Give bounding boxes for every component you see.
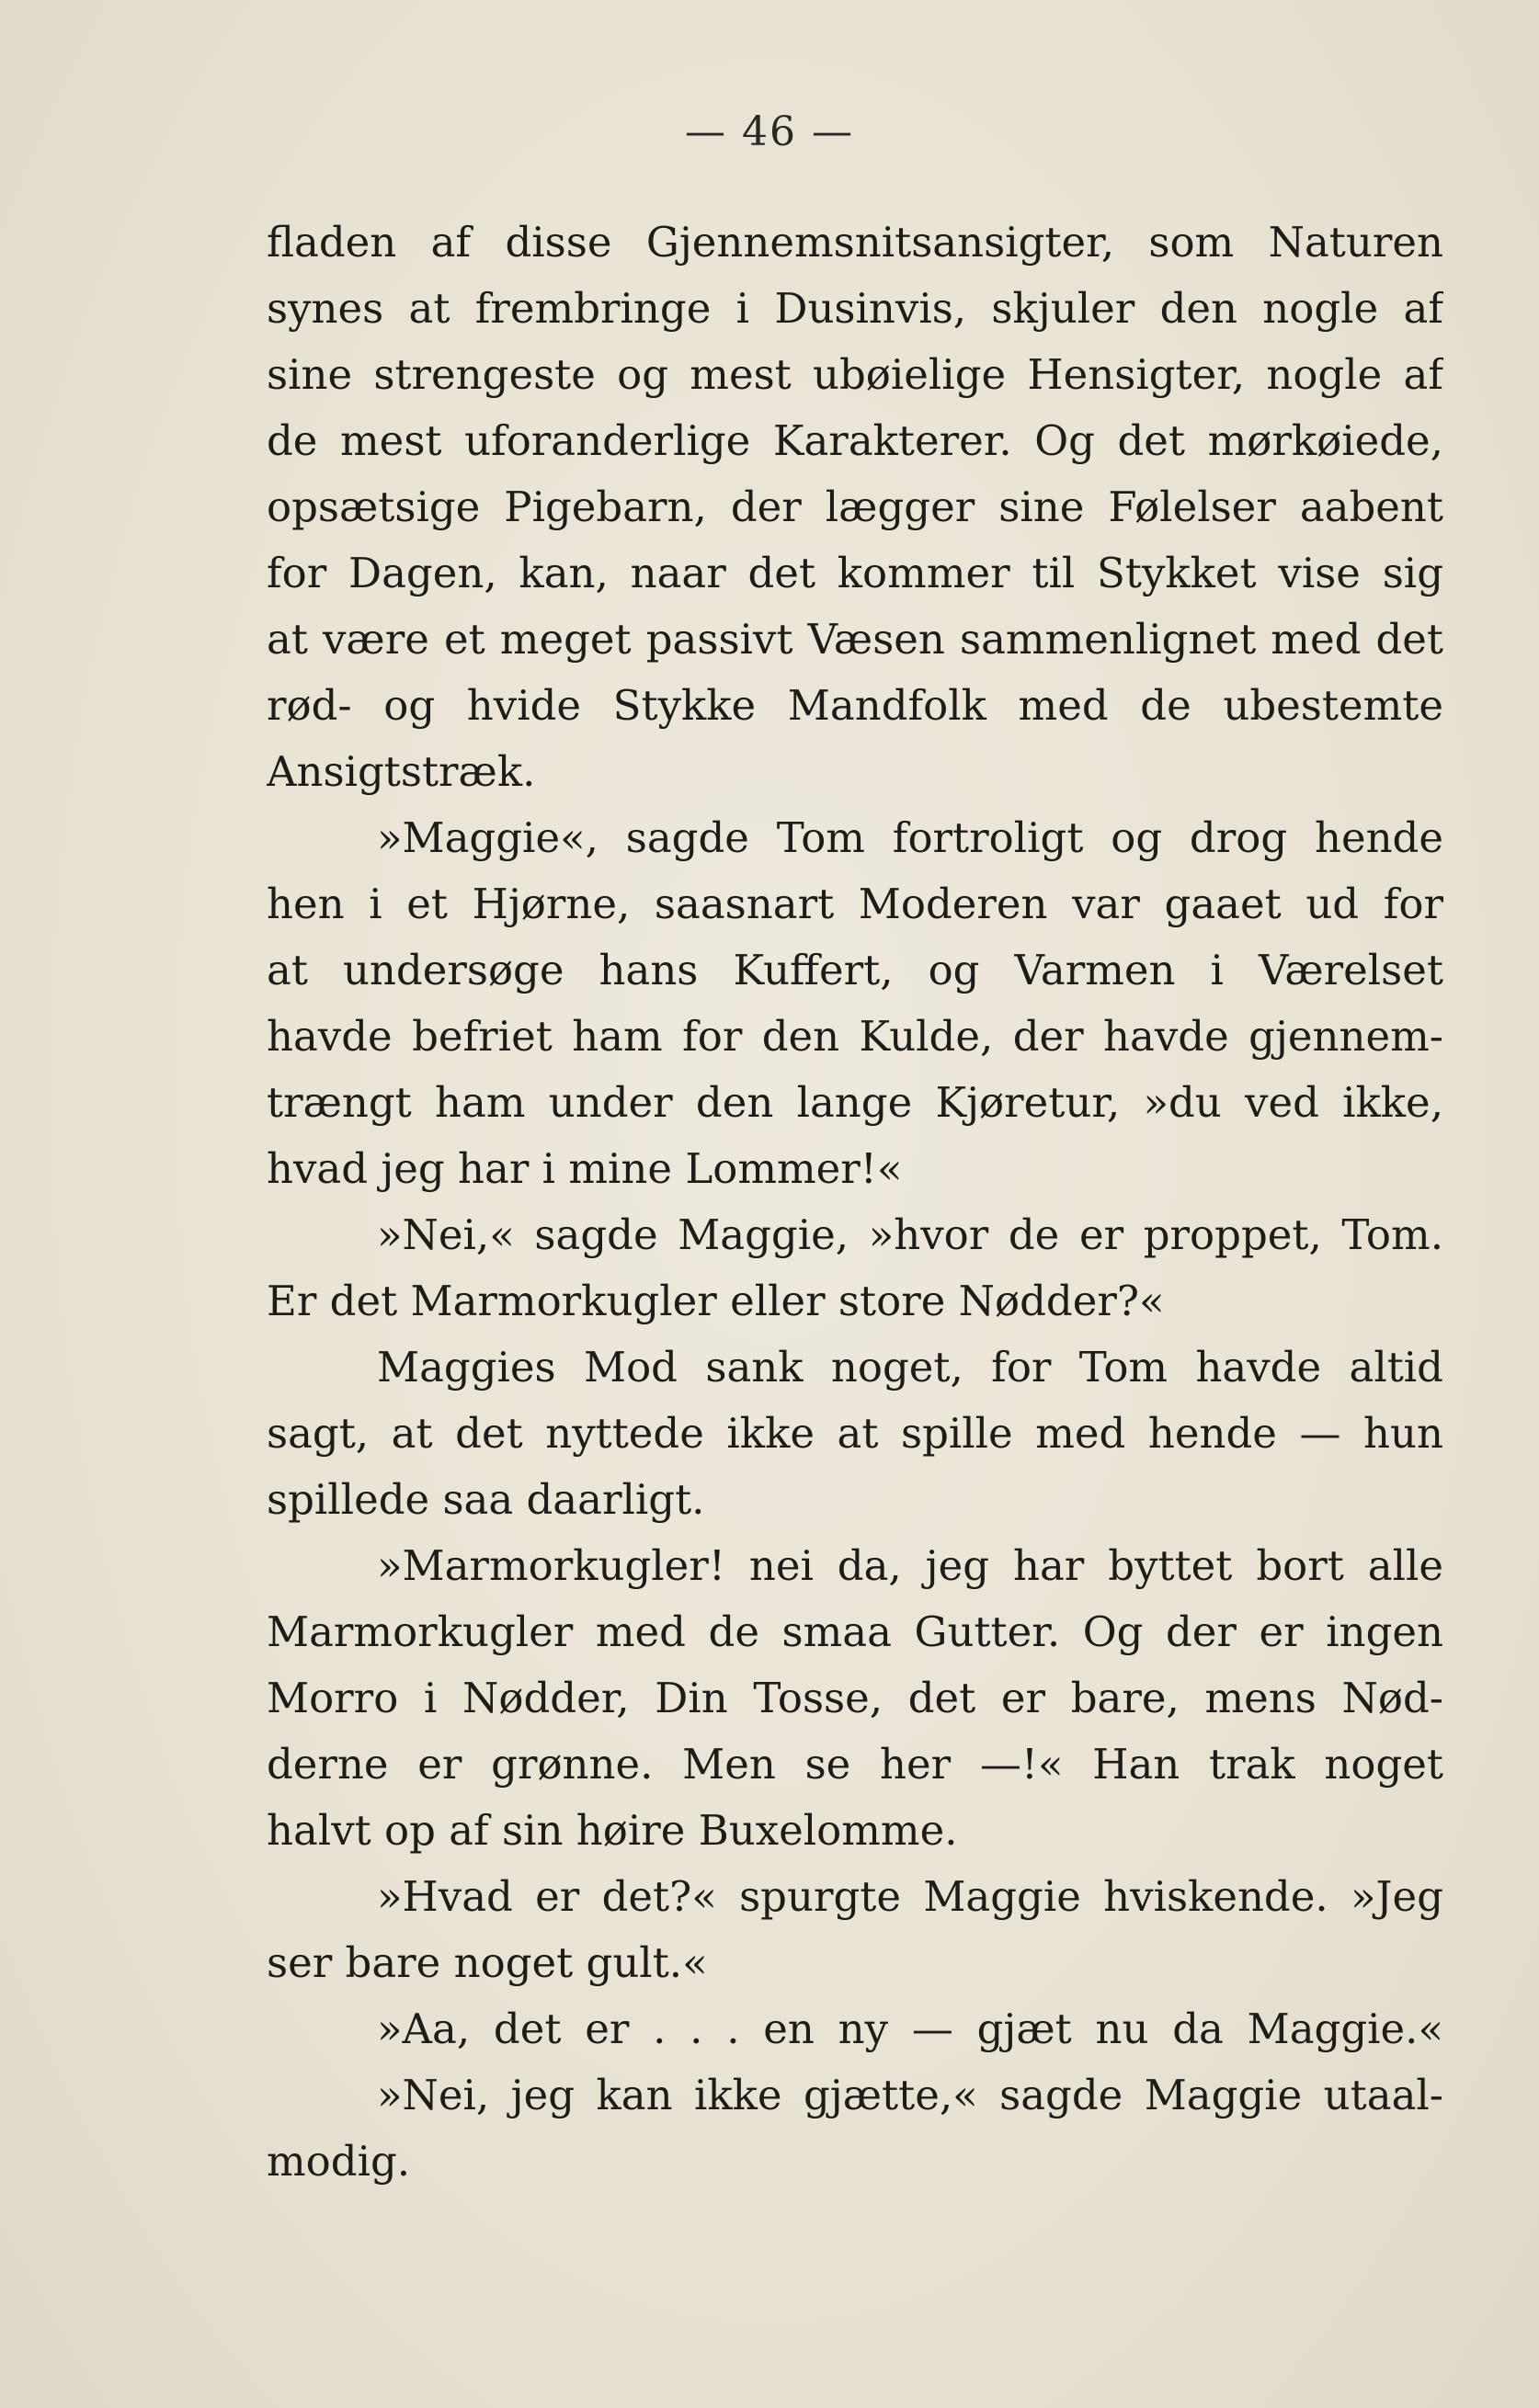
text-line: hvad jeg har i mine Lommer!« bbox=[267, 1144, 903, 1193]
text-line: for Dagen, kan, naar det kommer til Stykket vise sig bbox=[267, 549, 1443, 597]
text-line: »Maggie«, sagde Tom fortroligt og drog hende bbox=[377, 813, 1443, 862]
text-line: »Hvad er det?« spurgte Maggie hviskende. »Jeg bbox=[377, 1872, 1443, 1921]
text-line: »Aa, det er . . . en ny — gjæt nu da Maggie.« bbox=[377, 2005, 1443, 2053]
text-line: sagt, at det nyttede ikke at spille med hende — hun bbox=[267, 1409, 1443, 1458]
text-line: trængt ham under den lange Kjøretur, »du ved ikke, bbox=[267, 1078, 1443, 1127]
body-text bbox=[267, 210, 1443, 2195]
text-line: »Marmorkugler! nei da, jeg har byttet bort alle bbox=[377, 1541, 1443, 1590]
text-line: »Nei,« sagde Maggie, »hvor de er proppet, Tom. bbox=[377, 1210, 1443, 1259]
text-line: Maggies Mod sank noget, for Tom havde altid bbox=[377, 1343, 1443, 1391]
text-line: at undersøge hans Kuffert, og Varmen i Værelset bbox=[267, 946, 1443, 994]
text-line: »Nei, jeg kan ikke gjætte,« sagde Maggie utaal- bbox=[377, 2071, 1443, 2119]
text-line: ser bare noget gult.« bbox=[267, 1938, 708, 1987]
text-line: Ansigtstræk. bbox=[267, 747, 536, 796]
text-line: havde befriet ham for den Kulde, der havde gjennem- bbox=[267, 1012, 1443, 1061]
text-line: at være et meget passivt Væsen sammenlignet med det bbox=[267, 615, 1443, 664]
text-line: Er det Marmorkugler eller store Nødder?« bbox=[267, 1277, 1165, 1325]
text-line: modig. bbox=[267, 2137, 411, 2186]
text-line: sine strengeste og mest ubøielige Hensigter, nogle af bbox=[267, 350, 1443, 399]
text-line: hen i et Hjørne, saasnart Moderen var gaaet ud for bbox=[267, 880, 1443, 928]
text-line: Marmorkugler med de smaa Gutter. Og der er ingen bbox=[267, 1607, 1443, 1656]
text-line: spillede saa daarligt. bbox=[267, 1475, 705, 1524]
text-line: synes at frembringe i Dusinvis, skjuler den nogle af bbox=[267, 284, 1443, 333]
text-line: opsætsige Pigebarn, der lægger sine Følelser aabent bbox=[267, 483, 1443, 531]
text-line: fladen af disse Gjennemsnitsansigter, som Naturen bbox=[267, 218, 1443, 267]
text-line: Morro i Nødder, Din Tosse, det er bare, mens Nød- bbox=[267, 1674, 1443, 1722]
text-line: de mest uforanderlige Karakterer. Og det mørkøiede, bbox=[267, 416, 1443, 465]
text-line: derne er grønne. Men se her —!« Han trak noget bbox=[267, 1740, 1443, 1789]
text-line: rød- og hvide Stykke Mandfolk med de ubestemte bbox=[267, 681, 1443, 730]
text-line: halvt op af sin høire Buxelomme. bbox=[267, 1806, 958, 1855]
page-number: — 46 — bbox=[685, 108, 854, 155]
